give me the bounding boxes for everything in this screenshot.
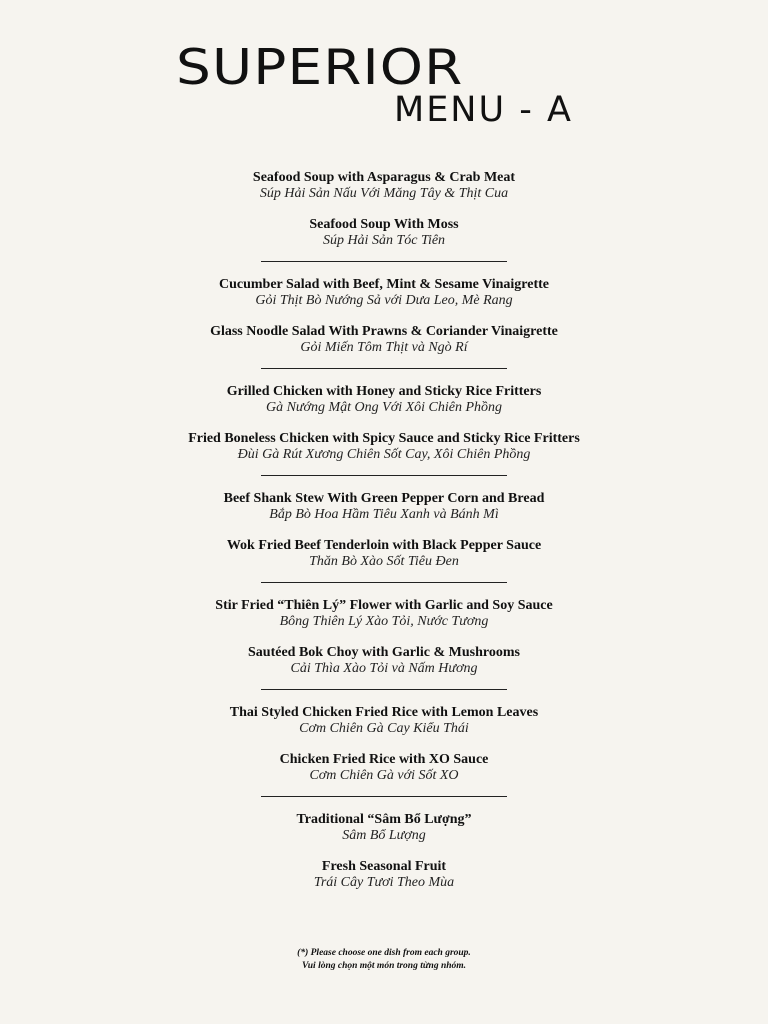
- menu-item: [0, 812, 768, 844]
- dish-name-en: Glass Noodle Salad With Prawns & Coriander Vinaigrette: [210, 324, 558, 339]
- menu-group-3: [0, 384, 768, 463]
- dish-name-vi: Súp Hải Sản Tóc Tiên: [322, 233, 446, 248]
- dish-name-en: Fresh Seasonal Fruit: [321, 859, 447, 874]
- menu-item: [0, 705, 768, 737]
- menu-item: [0, 170, 768, 202]
- dish-name-en: Grilled Chicken with Honey and Sticky Rice Fritters: [226, 384, 542, 399]
- menu-item: [0, 217, 768, 249]
- dish-name-en: Cucumber Salad with Beef, Mint & Sesame Vinaigrette: [218, 277, 549, 292]
- menu-list: [0, 170, 768, 891]
- dish-name-vi: Cải Thìa Xào Tỏi và Nấm Hương: [290, 661, 478, 676]
- menu-group-4: [0, 491, 768, 570]
- menu-item: [0, 491, 768, 523]
- menu-group-2: [0, 277, 768, 356]
- footer-note-en: (*) Please choose one dish from each group.: [297, 948, 471, 958]
- footer-note-vi: Vui lòng chọn một món trong từng nhóm.: [301, 961, 467, 971]
- dish-name-en: Beef Shank Stew With Green Pepper Corn and Bread: [223, 491, 545, 506]
- dish-name-en: Traditional “Sâm Bổ Lượng”: [296, 812, 472, 827]
- dish-name-vi: Thăn Bò Xào Sốt Tiêu Đen: [309, 554, 459, 569]
- menu-item: [0, 859, 768, 891]
- dish-name-en: Chicken Fried Rice with XO Sauce: [279, 752, 489, 767]
- menu-group-6: [0, 705, 768, 784]
- group-divider: [261, 796, 507, 797]
- dish-name-en: Sautéed Bok Choy with Garlic & Mushrooms: [248, 645, 520, 660]
- dish-name-en: Fried Boneless Chicken with Spicy Sauce and Sticky Rice Fritters: [188, 431, 580, 446]
- menu-item: [0, 324, 768, 356]
- dish-name-en: Seafood Soup with Asparagus & Crab Meat: [252, 170, 516, 185]
- menu-item: [0, 752, 768, 784]
- dish-name-vi: Gà Nướng Mật Ong Với Xôi Chiên Phồng: [265, 400, 503, 415]
- group-divider: [261, 689, 507, 690]
- dish-name-vi: Trái Cây Tươi Theo Mùa: [313, 875, 455, 890]
- dish-name-vi: Bông Thiên Lý Xào Tỏi, Nước Tương: [279, 614, 489, 629]
- dish-name-vi: Cơm Chiên Gà Cay Kiểu Thái: [299, 721, 469, 736]
- menu-item: [0, 384, 768, 416]
- menu-group-1: [0, 170, 768, 249]
- menu-group-5: [0, 598, 768, 677]
- group-divider: [261, 368, 507, 369]
- menu-group-7: [0, 812, 768, 891]
- menu-item: [0, 538, 768, 570]
- menu-item: [0, 277, 768, 309]
- dish-name-vi: Gỏi Miến Tôm Thịt và Ngò Rí: [300, 340, 468, 355]
- dish-name-vi: Bắp Bò Hoa Hầm Tiêu Xanh và Bánh Mì: [269, 507, 499, 522]
- dish-name-vi: Sâm Bổ Lượng: [342, 828, 426, 843]
- dish-name-en: Stir Fried “Thiên Lý” Flower with Garlic and Soy Sauce: [215, 598, 553, 613]
- group-divider: [261, 261, 507, 262]
- menu-item: [0, 431, 768, 463]
- dish-name-en: Wok Fried Beef Tenderloin with Black Pepper Sauce: [226, 538, 542, 553]
- footer-note: [0, 947, 768, 973]
- dish-name-vi: Súp Hải Sản Nấu Với Măng Tây & Thịt Cua: [259, 186, 509, 201]
- dish-name-vi: Gỏi Thịt Bò Nướng Sả với Dưa Leo, Mè Rang: [255, 293, 513, 308]
- dish-name-vi: Đùi Gà Rút Xương Chiên Sốt Cay, Xôi Chiên Phồng: [237, 447, 531, 462]
- dish-name-vi: Cơm Chiên Gà với Sốt XO: [309, 768, 459, 783]
- dish-name-en: Seafood Soup With Moss: [309, 217, 459, 232]
- group-divider: [261, 582, 507, 583]
- menu-subtitle: MENU - A: [394, 90, 573, 130]
- dish-name-en: Thai Styled Chicken Fried Rice with Lemon Leaves: [229, 705, 539, 720]
- menu-title: SUPERIOR: [176, 39, 464, 96]
- group-divider: [261, 475, 507, 476]
- menu-item: [0, 598, 768, 630]
- menu-item: [0, 645, 768, 677]
